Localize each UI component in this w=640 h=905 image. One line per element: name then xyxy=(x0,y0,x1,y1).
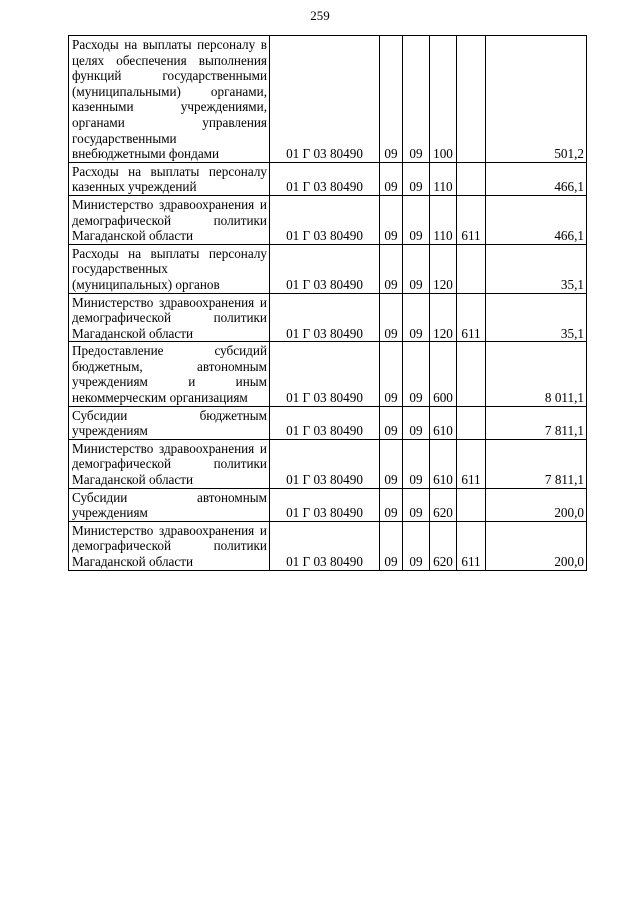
table-row xyxy=(69,36,587,163)
target-article-code: 01 Г 03 80490 xyxy=(270,36,380,163)
row-name: Расходы на выплаты персоналу в целях обеспечения выполнения функций государственными (муниципальными) органами, казенными учреждениями, органами управления государственными внебюджетными фондами xyxy=(69,36,270,163)
amount: 7 811,1 xyxy=(486,439,587,488)
expense-type-code: 110 xyxy=(430,195,457,244)
row-name: Расходы на выплаты персоналу государственных (муниципальных) органов xyxy=(69,244,270,293)
expense-type-code: 620 xyxy=(430,488,457,521)
grbs-code: 611 xyxy=(457,521,486,570)
amount: 35,1 xyxy=(486,244,587,293)
page-number: 259 xyxy=(310,8,330,23)
grbs-code xyxy=(457,36,486,163)
target-article-code: 01 Г 03 80490 xyxy=(270,342,380,406)
section-code: 09 xyxy=(380,162,403,195)
amount: 466,1 xyxy=(486,162,587,195)
subsection-code: 09 xyxy=(403,293,430,342)
grbs-code: 611 xyxy=(457,293,486,342)
row-name: Министерство здравоохранения и демографической политики Магаданской области xyxy=(69,195,270,244)
section-code: 09 xyxy=(380,195,403,244)
amount: 8 011,1 xyxy=(486,342,587,406)
subsection-code: 09 xyxy=(403,342,430,406)
table-row xyxy=(69,488,587,521)
section-code: 09 xyxy=(380,293,403,342)
target-article-code: 01 Г 03 80490 xyxy=(270,488,380,521)
table-row xyxy=(69,521,587,570)
row-name: Субсидии автономным учреждениям xyxy=(69,488,270,521)
section-code: 09 xyxy=(380,521,403,570)
grbs-code xyxy=(457,162,486,195)
target-article-code: 01 Г 03 80490 xyxy=(270,162,380,195)
amount: 501,2 xyxy=(486,36,587,163)
subsection-code: 09 xyxy=(403,36,430,163)
target-article-code: 01 Г 03 80490 xyxy=(270,521,380,570)
expense-type-code: 110 xyxy=(430,162,457,195)
section-code: 09 xyxy=(380,244,403,293)
row-name: Министерство здравоохранения и демографической политики Магаданской области xyxy=(69,439,270,488)
section-code: 09 xyxy=(380,406,403,439)
section-code: 09 xyxy=(380,36,403,163)
table-body xyxy=(69,36,587,571)
target-article-code: 01 Г 03 80490 xyxy=(270,244,380,293)
grbs-code xyxy=(457,406,486,439)
subsection-code: 09 xyxy=(403,406,430,439)
section-code: 09 xyxy=(380,488,403,521)
row-name: Расходы на выплаты персоналу казенных учреждений xyxy=(69,162,270,195)
row-name: Предоставление субсидий бюджетным, автономным учреждениям и иным некоммерческим организациям xyxy=(69,342,270,406)
expense-type-code: 610 xyxy=(430,406,457,439)
subsection-code: 09 xyxy=(403,195,430,244)
expense-type-code: 610 xyxy=(430,439,457,488)
table-row xyxy=(69,195,587,244)
table-row xyxy=(69,406,587,439)
amount: 7 811,1 xyxy=(486,406,587,439)
table-row xyxy=(69,439,587,488)
subsection-code: 09 xyxy=(403,521,430,570)
table-row xyxy=(69,162,587,195)
amount: 35,1 xyxy=(486,293,587,342)
expense-type-code: 100 xyxy=(430,36,457,163)
expense-type-code: 600 xyxy=(430,342,457,406)
subsection-code: 09 xyxy=(403,488,430,521)
subsection-code: 09 xyxy=(403,439,430,488)
amount: 200,0 xyxy=(486,488,587,521)
expense-type-code: 120 xyxy=(430,293,457,342)
grbs-code xyxy=(457,488,486,521)
subsection-code: 09 xyxy=(403,162,430,195)
grbs-code xyxy=(457,244,486,293)
budget-table xyxy=(68,35,587,571)
grbs-code xyxy=(457,342,486,406)
expense-type-code: 120 xyxy=(430,244,457,293)
table-row xyxy=(69,293,587,342)
row-name: Министерство здравоохранения и демографической политики Магаданской области xyxy=(69,293,270,342)
subsection-code: 09 xyxy=(403,244,430,293)
row-name: Субсидии бюджетным учреждениям xyxy=(69,406,270,439)
row-name: Министерство здравоохранения и демографической политики Магаданской области xyxy=(69,521,270,570)
section-code: 09 xyxy=(380,439,403,488)
target-article-code: 01 Г 03 80490 xyxy=(270,439,380,488)
amount: 200,0 xyxy=(486,521,587,570)
grbs-code: 611 xyxy=(457,195,486,244)
grbs-code: 611 xyxy=(457,439,486,488)
table-row xyxy=(69,244,587,293)
expense-type-code: 620 xyxy=(430,521,457,570)
section-code: 09 xyxy=(380,342,403,406)
target-article-code: 01 Г 03 80490 xyxy=(270,195,380,244)
target-article-code: 01 Г 03 80490 xyxy=(270,406,380,439)
target-article-code: 01 Г 03 80490 xyxy=(270,293,380,342)
table-row xyxy=(69,342,587,406)
amount: 466,1 xyxy=(486,195,587,244)
